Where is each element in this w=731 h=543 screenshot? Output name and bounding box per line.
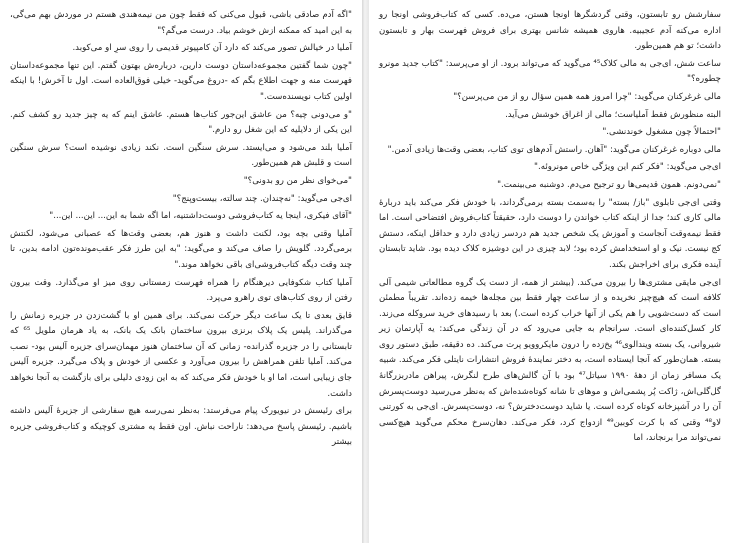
- right_page-paragraph: البته منظورش فقط آملیاست؛ مالی از اغراق خوشش می‌آید.: [505, 109, 721, 120]
- left_page-paragraph: "اگه آدم صادقی باشی، قبول می‌کنی که فقط چون من نیمه‌هندی هستم در موردش بهم می‌گی، به این امید که ممکنه ازش خوشم بیاد. درست می‌گم؟": [10, 10, 352, 36]
- left_page-paragraph: ای‌جی می‌گوید: "نه‌چندان. چند سالته، بیست‌وپنج؟": [172, 193, 352, 204]
- right_page-paragraph: "نمی‌دونم. همون قدیمی‌ها رو ترجیح می‌دم. دوشنبه می‌بینمت.": [497, 179, 721, 190]
- right_page-paragraph: سفارشش رو تابستون، وقتی گردشگرها اونجا هستن، می‌ده. کسی که کتاب‌فروشی اونجا رو اداره می‌کنه آدم عجیبیه. هاروی همیشه شانس بهتری برای فروش فهرست بهار و تابستون داشت؛ تو هم همین‌طور.: [379, 10, 721, 52]
- left_page-paragraph: "می‌خوای نظر من رو بدونی؟": [243, 175, 352, 186]
- left_page-paragraph: آملیا در خیالش تصور می‌کند که دارد آن کامپیوتر قدیمی را روی سرِ او می‌کوبد.: [72, 43, 352, 54]
- left_page-paragraph: آملیا وقتی بچه بود، لکنت داشت و هنوز هم، بعضی وقت‌ها که عصبانی می‌شود، لکنتش برمی‌گردد. گلویش را صاف می‌کند و می‌گوید: "به این طرز فکر عقب‌مونده‌تون ادامه بدین، تا چند وقت دیگه کتاب‌فروشی‌ای باقی نخواهد موند.": [10, 228, 352, 270]
- left-page: [0, 0, 362, 543]
- right-page: [369, 0, 731, 543]
- left_page-paragraph: آملیا کتاب شکوفایی دیرهنگام را همراه فهرست زمستانی روی میز او می‌گذارد. وقت بیرون رفتن از روی کتاب‌های توی راهرو می‌پرد.: [10, 277, 352, 304]
- right_page-paragraph: مالی غرغرکنان می‌گوید: "چرا امروز همه همین سؤال رو از من می‌پرسن؟": [453, 91, 721, 102]
- left_page-paragraph: آملیا بلند می‌شود و می‌ایستد. سرش سنگین است. نکند زیادی نوشیده است؟ سرش سنگین است و قلبش هم همین‌طور.: [10, 142, 352, 169]
- left_page-paragraph: "و می‌دونی چیه؟ من عاشق این‌جور کتاب‌ها هستم. عاشق اینم که یه چیز جدید رو کشف کنم. این یکی از دلایلیه که این شغل رو دارم.": [10, 109, 352, 136]
- left_page-paragraph: قایق بعدی تا یک ساعت دیگر حرکت نمی‌کند. برای همین او با گشت‌زدن در جزیره زمانش را می‌گذراند. پلیس یک پلاک برنزی بیرون ساختمان بانک یک بانک، به یاد هرمان ملویل ⁶⁵ که تابستانی را در جزیره گذرانده- زمانی که آن ساختمان هنوز مهمان‌سرای جزیره آلیس بود- نصب می‌کند. آملیا تلفن همراهش را بیرون می‌آورد و عکسی از خودش و پلاک می‌گیرد. جزیره آلیس جای زیبایی است، اما او با خودش فکر می‌کند که به این زودی دلیلی برای بازگشت به آنجا نخواهد داشت.: [10, 310, 352, 399]
- left_page-paragraph: "آقای فیکری، اینجا یه کتاب‌فروشی دوست‌داشتنیه، اما اگه شما به این... این... این...": [49, 211, 352, 222]
- right_page-paragraph: ساعت شش، ای‌جی به مالی کلاک⁴⁵ می‌گوید که می‌تواند برود. از او می‌پرسد: "کتاب جدید مونرو چطوره؟": [379, 58, 721, 85]
- right_page-paragraph: ای‌جی مایقی مشتری‌ها را بیرون می‌کند. (بیشتر از همه، از دست یک گروه مطالعاتی شیمی آلی کلافه است که هیچ‌چیز نخریده و از ساعت چهار فقط بین مجله‌ها خیمه زده‌اند. تقریباً مطمئن است که دست‌شویی را هم یکی از آنها خراب کرده است.) بعد با رسیدهای خرید سروکله می‌زند. کار کسل‌کننده‌ای است. سرانجام به جایی می‌رود که در آن زندگی می‌کند: یه آپارتمان زیر شیروانی، یک بسته ویندالوی⁴⁶ یخ‌زده را درون مایکروویو پرت می‌کند. ده دقیقه، طبق دستور روی بسته. همان‌طور که آنجا ایستاده است، به دختر نماینده‌ٔ فروش انتشارات نایتلی فکر می‌کند. شبیه یک مسافر زمان از دههٔ ۱۹۹۰ سیاتل⁴⁷ بود با آن گالش‌های طرح لنگرش، پیراهن مادربزرگانهٔ گل‌گلی‌اش، ژاکت پُر پشمی‌اش و موهای تا شانه کوتاه‌شده‌اش که به‌نظر می‌رسید دوست‌پسرش آن را در آشپزخانه کوتاه کرده است. یا شاید دوست‌دخترش؟ نه، دوست‌پسرش. ای‌جی به کورتنی لاو⁴⁸ وقتی که با کرت کوبین⁴⁹ ازدواج کرد، فکر می‌کند. دهان‌سرخ محکم می‌گوید هیچ‌کسی نمی‌تواند مرا برنجاند، اما: [379, 277, 721, 444]
- left_page-paragraph: "چون شما گفتین مجموعه‌داستان دوست دارین، درباره‌ش بهتون گفتم. این تنها مجموعه‌داستان فهرست منه و جهت اطلاع بگم که -دروغ می‌گوید- خیلی فوق‌العاده است. اول تا آخرش! با اینکه اولین کتاب نویسنده‌ست.": [10, 60, 352, 102]
- left_page-paragraph: برای رئیسش در نیویورک پیام می‌فرستد: به‌نظر نمی‌رسه هیچ سفارشی از جزیرهٔ آلیس داشته باشیم. رئیسش پاسخ می‌دهد: ناراحت نباش. اون فقط یه مشتری کوچیکه و کتاب‌فروشی جزیره بیشتر: [10, 406, 352, 448]
- right_page-paragraph: "احتمالاً چون مشغول خوندنشی.": [602, 127, 721, 138]
- right_page-paragraph: ای‌جی می‌گوید: "فکر کنم این ویژگی خاص مونروئه.": [534, 162, 721, 173]
- right_page-paragraph: وقتی ای‌جی تابلوی "باز/ بسته" را به‌سمت بسته برمی‌گرداند، با خودش فکر می‌کند باید دربارهٔ مالی کاری کند؛ جدا از اینکه کتاب خواندن را دوست دارد، حقیقتاً کتاب‌فروش افتضاحی است. اما فقط نیمه‌وقت آنجاست و آموزش یک شخص جدید هم دردسر زیادی دارد و حداقل اینکه، دستش کج نیست. نیک و او استخدامش کرده بود؛ لابد چیزی در این دوشیزه کلاک دیده بود. شاید تابستان آینده فکری برای اخراجش بکند.: [379, 197, 721, 270]
- page-gutter: [362, 0, 369, 543]
- right_page-paragraph: مالی دوباره غرغرکنان می‌گوید: "آهان. راستش آدم‌های توی کتاب، بعضی وقت‌ها زیادی آدمن.": [387, 144, 721, 155]
